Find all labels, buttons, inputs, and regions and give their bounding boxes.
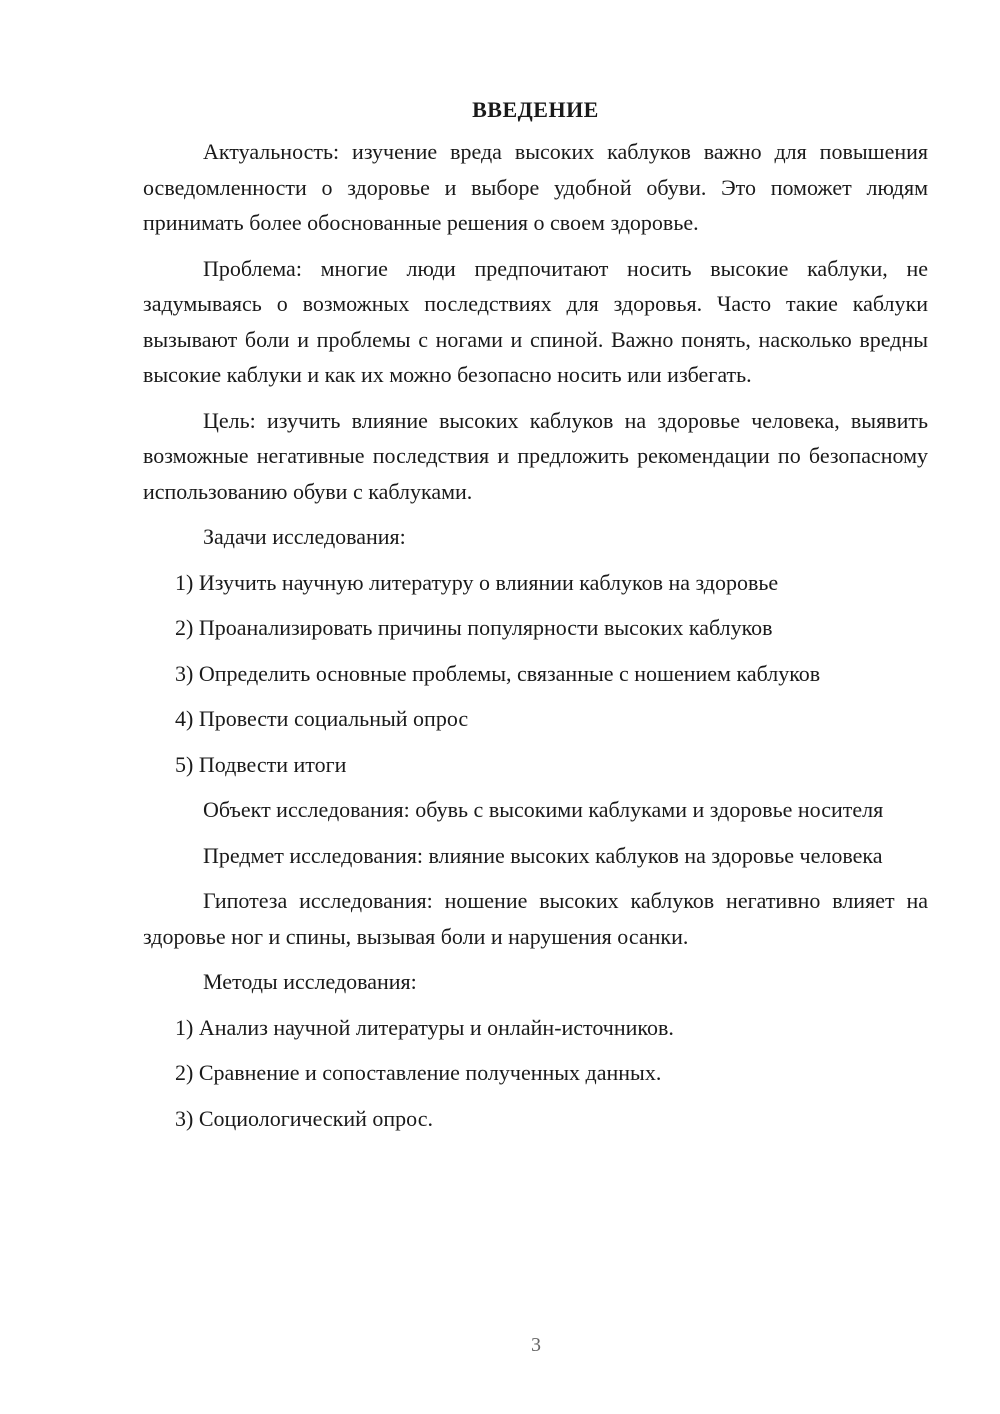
page-content: [143, 94, 928, 1146]
task-item: 3) Определить основные проблемы, связанные с ношением каблуков: [175, 660, 821, 686]
relevance-paragraph: Актуальность: изучение вреда высоких каблуков важно для повышения осведомленности о здоровье и выборе удобной обуви. Это поможет людям принимать более обоснованные решения о своем здоровье.: [143, 139, 928, 235]
task-item: 1) Изучить научную литературу о влиянии каблуков на здоровье: [175, 569, 779, 595]
object-paragraph: Объект исследования: обувь с высокими каблуками и здоровье носителя: [203, 797, 884, 822]
problem-paragraph: Проблема: многие люди предпочитают носить высокие каблуки, не задумываясь о возможных последствиях для здоровья. Часто такие каблуки вызывают боли и проблемы с ногами и спиной. Важно понять, насколько вредны высокие каблуки и как их можно безопасно носить или избегать.: [143, 255, 928, 387]
method-item: 3) Социологический опрос.: [175, 1105, 433, 1131]
task-item: 5) Подвести итоги: [175, 751, 347, 777]
page-title: ВВЕДЕНИЕ: [472, 97, 599, 122]
page-number: 3: [531, 1334, 541, 1356]
task-item: 2) Проанализировать причины популярности высоких каблуков: [175, 615, 773, 640]
method-item: 1) Анализ научной литературы и онлайн-источников.: [175, 1014, 674, 1040]
hypothesis-paragraph: Гипотеза исследования: ношение высоких каблуков негативно влияет на здоровье ног и спины, вызывая боли и нарушения осанки.: [143, 888, 928, 949]
subject-paragraph: Предмет исследования: влияние высоких каблуков на здоровье человека: [203, 842, 883, 868]
tasks-label: Задачи исследования:: [203, 524, 406, 549]
tasks-list: [143, 565, 928, 783]
methods-label: Методы исследования:: [203, 969, 417, 994]
task-item: 4) Провести социальный опрос: [175, 706, 469, 731]
goal-paragraph: Цель: изучить влияние высоких каблуков на здоровье человека, выявить возможные негативные последствия и предложить рекомендации по безопасному использованию обуви с каблуками.: [143, 407, 928, 504]
method-item: 2) Сравнение и сопоставление полученных данных.: [175, 1060, 662, 1085]
methods-list: [143, 1010, 928, 1137]
